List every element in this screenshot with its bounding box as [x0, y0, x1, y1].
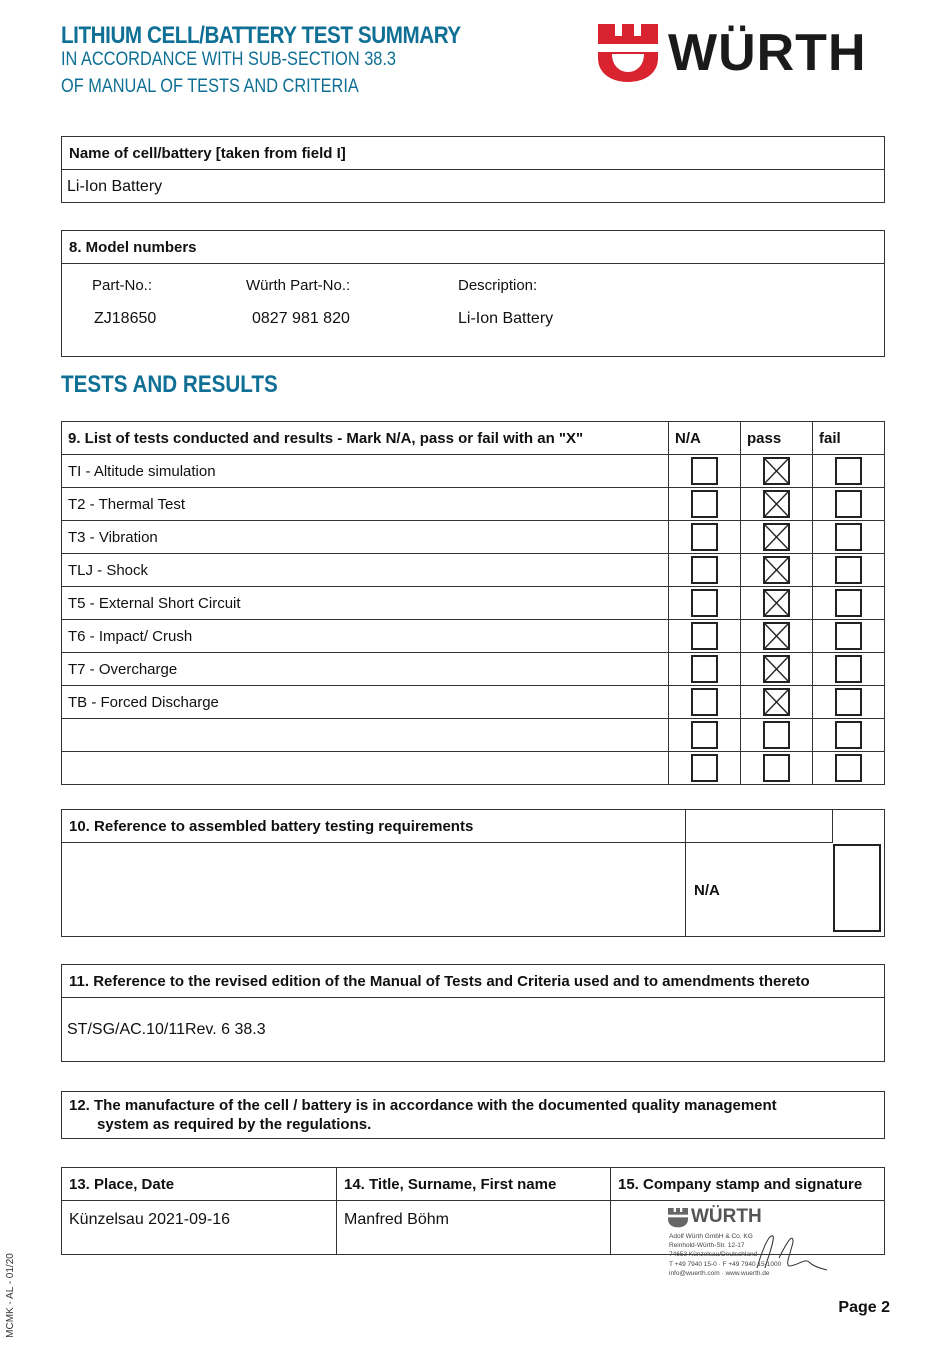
test-row — [62, 719, 885, 752]
section-10-label: 10. Reference to assembled battery testing requirements — [69, 818, 474, 835]
test-pass-cell — [741, 521, 813, 554]
na-checkbox[interactable] — [691, 490, 718, 518]
test-row — [62, 455, 885, 488]
part-no-label: Part-No.: — [92, 277, 153, 294]
pass-checkbox[interactable] — [763, 490, 790, 518]
test-row — [62, 587, 885, 620]
na-checkbox[interactable] — [691, 754, 718, 782]
test-fail-cell — [813, 620, 885, 653]
document-subtitle-line2: OF MANUAL OF TESTS AND CRITERIA — [61, 76, 359, 97]
test-pass-cell — [741, 686, 813, 719]
section-12-line1: 12. The manufacture of the cell / battery is in accordance with the documented quality management — [69, 1097, 777, 1114]
pass-checkbox[interactable] — [763, 457, 790, 485]
test-fail-cell — [813, 455, 885, 488]
na-checkbox[interactable] — [691, 655, 718, 683]
test-fail-cell — [813, 653, 885, 686]
pass-checkbox[interactable] — [763, 556, 790, 584]
test-name: T7 - Overcharge — [62, 653, 669, 686]
fail-checkbox[interactable] — [835, 556, 862, 584]
pass-checkbox[interactable] — [763, 589, 790, 617]
na-checkbox[interactable] — [691, 589, 718, 617]
test-na-cell — [669, 620, 741, 653]
stamp-line-2: Reinhold-Würth-Str. 12-17 — [669, 1242, 745, 1249]
test-row — [62, 488, 885, 521]
test-pass-cell — [741, 752, 813, 785]
description-label: Description: — [458, 277, 538, 294]
stamp-label: 15. Company stamp and signature — [611, 1168, 885, 1201]
test-pass-cell — [741, 488, 813, 521]
test-fail-cell — [813, 752, 885, 785]
document-subtitle-line1: IN ACCORDANCE WITH SUB-SECTION 38.3 — [61, 49, 397, 70]
na-checkbox[interactable] — [691, 622, 718, 650]
fail-checkbox[interactable] — [835, 754, 862, 782]
tests-section-title: TESTS AND RESULTS — [61, 371, 278, 398]
test-pass-cell — [741, 587, 813, 620]
name-label: Name of cell/battery [taken from field I] — [69, 145, 346, 162]
test-name: T3 - Vibration — [62, 521, 669, 554]
pass-checkbox[interactable] — [763, 622, 790, 650]
test-row — [62, 752, 885, 785]
section-12 — [61, 1091, 885, 1139]
test-fail-cell — [813, 686, 885, 719]
model-label: 8. Model numbers — [69, 239, 197, 256]
wurth-logo — [598, 22, 883, 84]
test-na-cell — [669, 587, 741, 620]
test-na-cell — [669, 488, 741, 521]
col-fail-header: fail — [813, 422, 885, 455]
test-row — [62, 620, 885, 653]
name-value-signatory: Manfred Böhm — [337, 1201, 611, 1255]
page-number: Page 2 — [838, 1299, 890, 1316]
fail-checkbox[interactable] — [835, 457, 862, 485]
test-pass-cell — [741, 719, 813, 752]
section-11-value: ST/SG/AC.10/11Rev. 6 38.3 — [67, 1021, 266, 1038]
na-checkbox[interactable] — [691, 556, 718, 584]
pass-checkbox[interactable] — [763, 655, 790, 683]
description-value: Li-Ion Battery — [458, 310, 554, 327]
handwritten-signature — [749, 1228, 829, 1273]
fail-checkbox[interactable] — [835, 589, 862, 617]
section-10-na-label: N/A — [694, 882, 720, 899]
stamp-line-3: 74653 Künzelsau/Deutschland — [669, 1251, 758, 1258]
tests-header: 9. List of tests conducted and results - Mark N/A, pass or fail with an "X" — [62, 422, 669, 455]
test-name: TB - Forced Discharge — [62, 686, 669, 719]
test-row — [62, 686, 885, 719]
wurth-part-no-label: Würth Part-No.: — [246, 277, 351, 294]
part-no-value: ZJ18650 — [94, 310, 157, 327]
test-na-cell — [669, 455, 741, 488]
test-pass-cell — [741, 620, 813, 653]
section-11-label: 11. Reference to the revised edition of the Manual of Tests and Criteria used and to amendments thereto — [69, 973, 810, 990]
test-pass-cell — [741, 554, 813, 587]
stamp-line-4: T +49 7940 15-0 · F +49 7940 15-1000 — [669, 1261, 782, 1268]
place-date-value: Künzelsau 2021-09-16 — [62, 1201, 337, 1255]
name-section — [61, 136, 885, 203]
section-12-line2: system as required by the regulations. — [97, 1116, 372, 1133]
test-fail-cell — [813, 521, 885, 554]
title-name-label: 14. Title, Surname, First name — [337, 1168, 611, 1201]
wurth-logo-icon — [598, 24, 658, 84]
test-name — [62, 719, 669, 752]
test-name: T2 - Thermal Test — [62, 488, 669, 521]
place-date-label: 13. Place, Date — [62, 1168, 337, 1201]
fail-checkbox[interactable] — [835, 523, 862, 551]
test-na-cell — [669, 554, 741, 587]
stamp-line-1: Adolf Würth GmbH & Co. KG — [669, 1233, 753, 1240]
test-name: TI - Altitude simulation — [62, 455, 669, 488]
document-code: MCMK - AL - 01/20 — [4, 1253, 16, 1338]
stamp-logo-icon — [667, 1208, 689, 1228]
test-na-cell — [669, 686, 741, 719]
na-checkbox[interactable] — [691, 523, 718, 551]
na-checkbox[interactable] — [691, 688, 718, 716]
test-name — [62, 752, 669, 785]
pass-checkbox[interactable] — [763, 688, 790, 716]
pass-checkbox[interactable] — [763, 721, 790, 749]
pass-checkbox[interactable] — [763, 523, 790, 551]
pass-checkbox[interactable] — [763, 754, 790, 782]
fail-checkbox[interactable] — [835, 490, 862, 518]
test-fail-cell — [813, 587, 885, 620]
document-title: LITHIUM CELL/BATTERY TEST SUMMARY — [61, 22, 461, 49]
fail-checkbox[interactable] — [835, 622, 862, 650]
na-checkbox[interactable] — [691, 457, 718, 485]
wurth-logo-text: WÜRTH — [668, 24, 867, 82]
na-checkbox[interactable] — [691, 721, 718, 749]
company-stamp — [667, 1206, 837, 1281]
test-pass-cell — [741, 653, 813, 686]
test-na-cell — [669, 521, 741, 554]
col-na-header: N/A — [669, 422, 741, 455]
stamp-line-5: info@wuerth.com · www.wuerth.de — [669, 1270, 770, 1277]
test-row — [62, 653, 885, 686]
section-10-na-checkbox[interactable] — [833, 844, 881, 932]
section-11 — [61, 964, 885, 1062]
test-name: TLJ - Shock — [62, 554, 669, 587]
stamp-logo-text: WÜRTH — [691, 1206, 762, 1227]
wurth-part-no-value: 0827 981 820 — [252, 310, 350, 327]
section-10 — [61, 809, 885, 937]
col-pass-header: pass — [741, 422, 813, 455]
test-na-cell — [669, 653, 741, 686]
fail-checkbox[interactable] — [835, 721, 862, 749]
test-row — [62, 554, 885, 587]
fail-checkbox[interactable] — [835, 655, 862, 683]
test-pass-cell — [741, 455, 813, 488]
test-fail-cell — [813, 554, 885, 587]
model-section — [61, 230, 885, 357]
test-na-cell — [669, 719, 741, 752]
test-fail-cell — [813, 488, 885, 521]
fail-checkbox[interactable] — [835, 688, 862, 716]
test-name: T6 - Impact/ Crush — [62, 620, 669, 653]
test-name: T5 - External Short Circuit — [62, 587, 669, 620]
test-row — [62, 521, 885, 554]
test-fail-cell — [813, 719, 885, 752]
test-na-cell — [669, 752, 741, 785]
name-value: Li-Ion Battery — [67, 178, 163, 195]
tests-table — [61, 421, 885, 785]
